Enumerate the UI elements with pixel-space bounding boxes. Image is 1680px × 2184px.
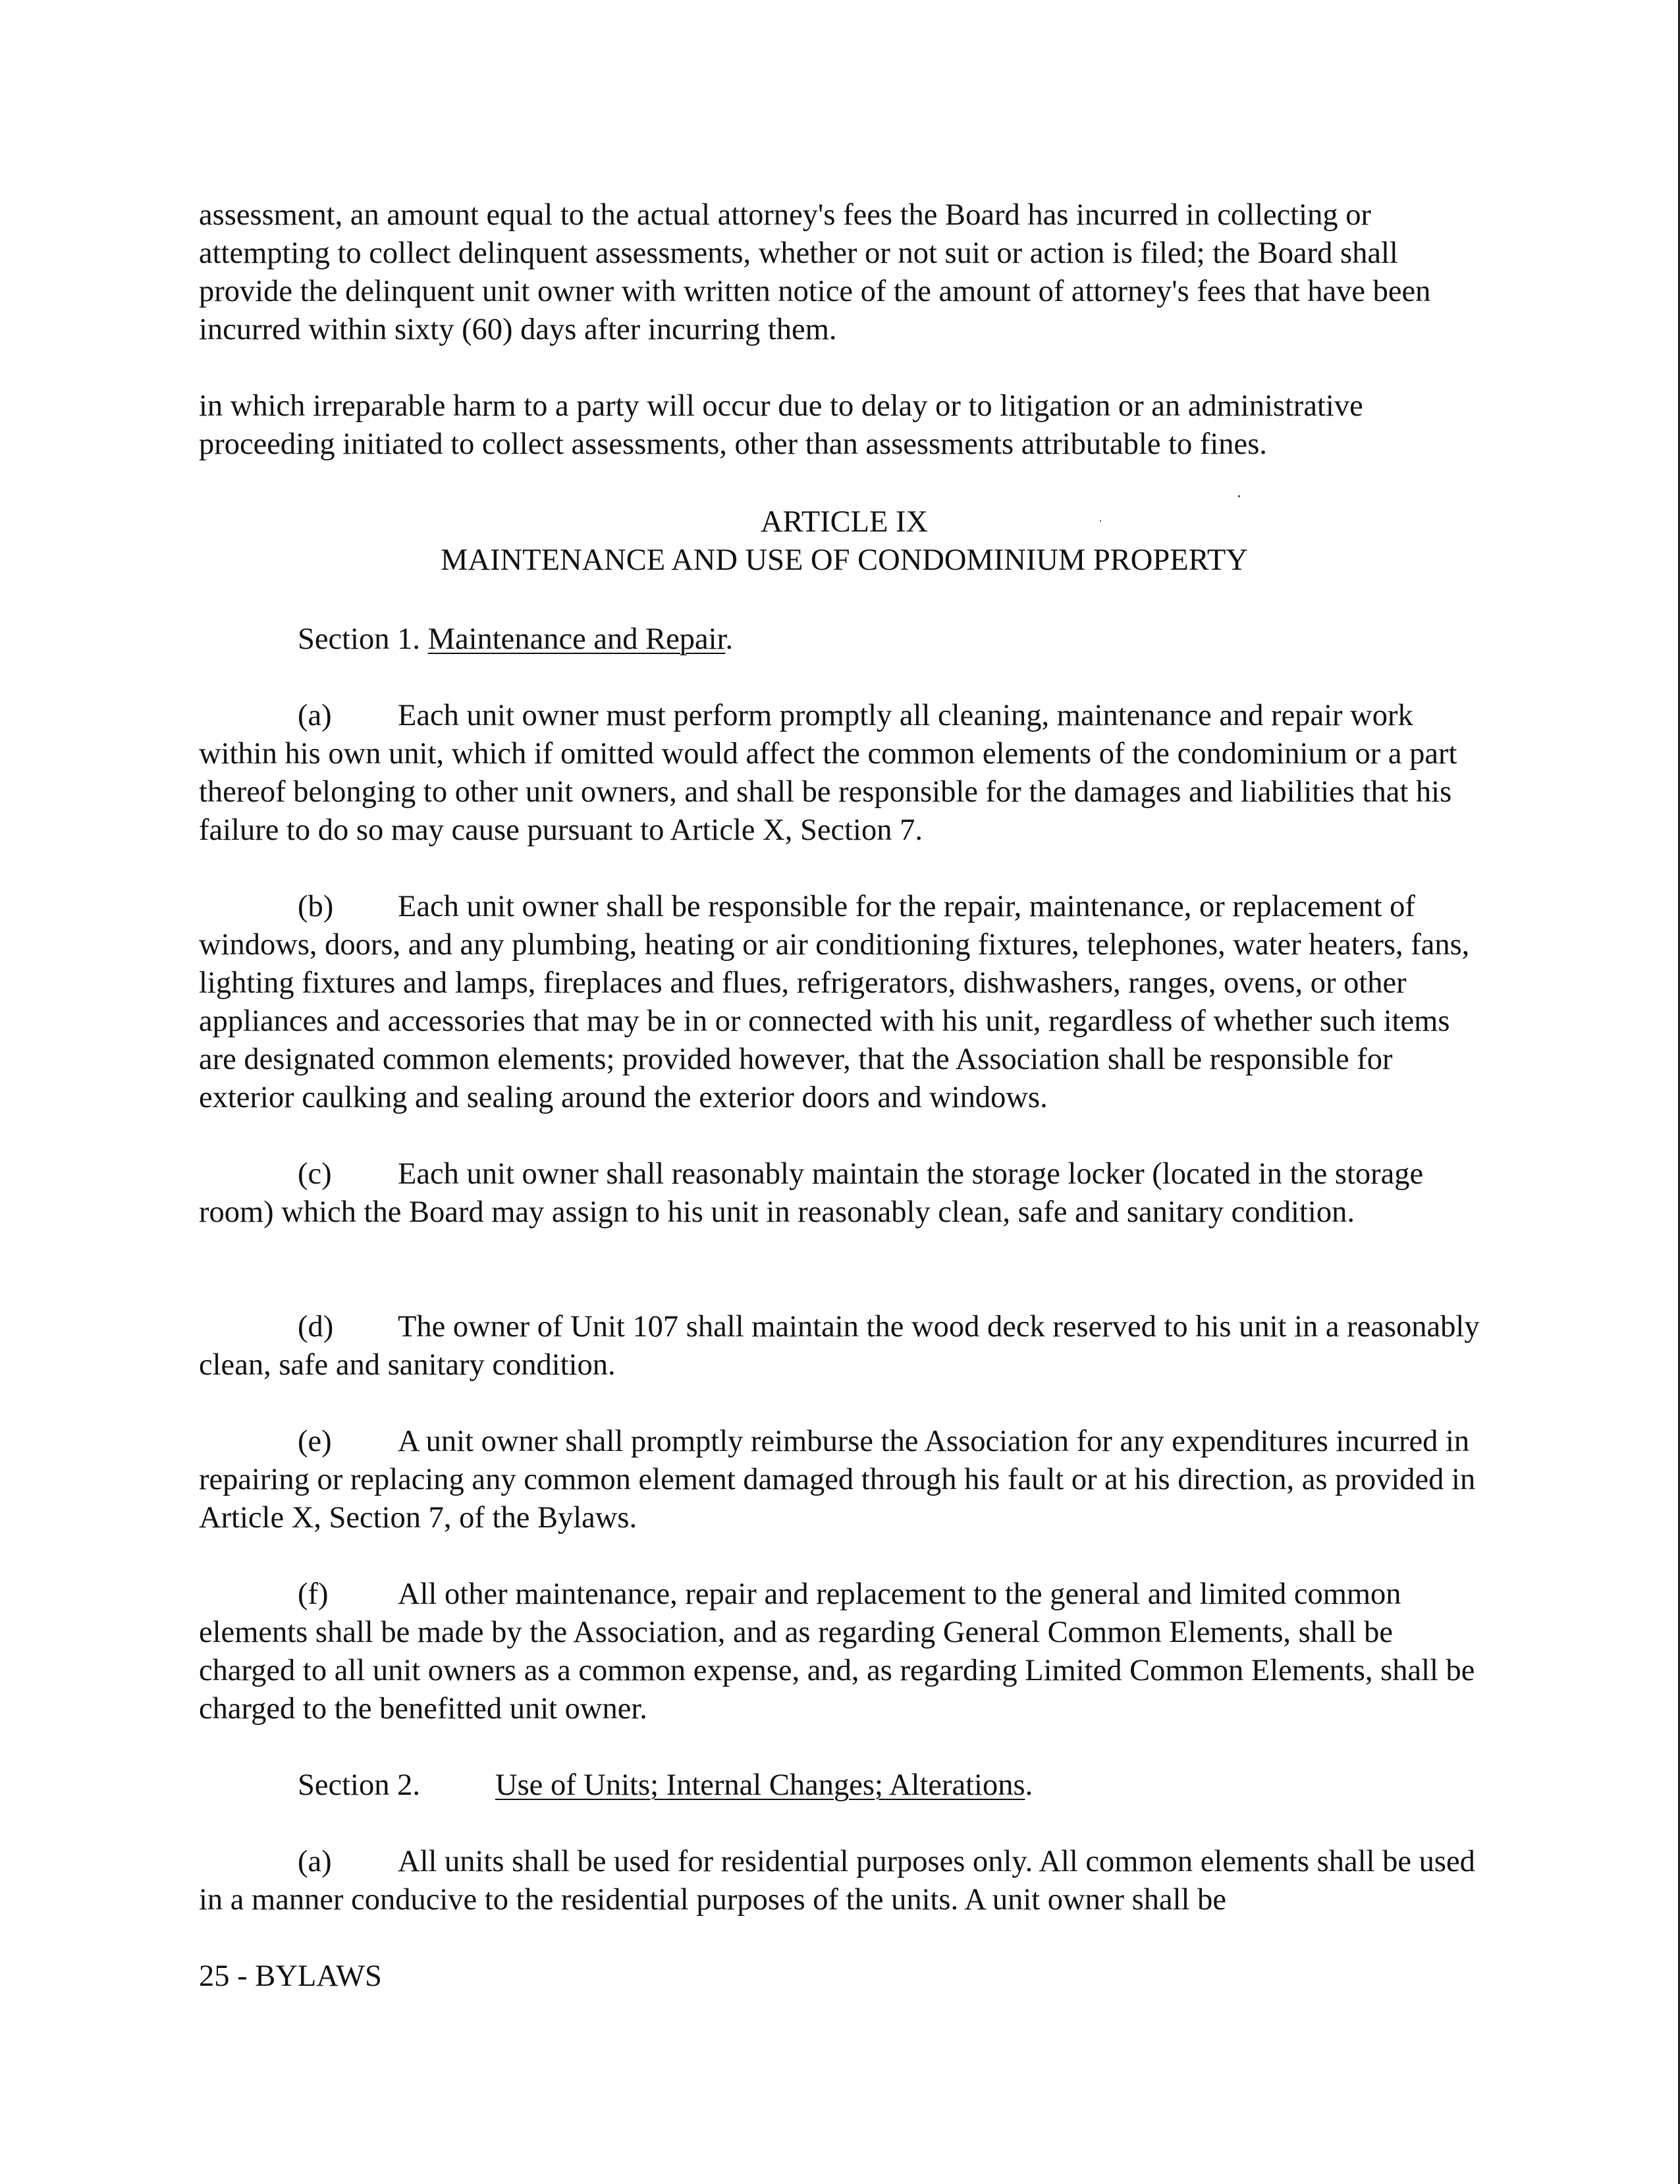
item-text: A unit owner shall promptly reimburse the Association for any expenditures incurred in repairing or replacing any common element damaged through his fault or at his direction, as provided in Article X, Section 7, of the Bylaws. bbox=[199, 1425, 1476, 1535]
item-label: (a) bbox=[298, 699, 332, 732]
item-text: All other maintenance, repair and replacement to the general and limited common elements shall be made by the Association, and as regarding General Common Elements, shall be charged to all unit owners as a common expense, and, as regarding Limited Common Elements, shall be charged to the benefitted unit owner. bbox=[199, 1577, 1475, 1726]
item-label: (d) bbox=[298, 1310, 334, 1344]
section-1-item-f bbox=[199, 1575, 1490, 1728]
section-1-item-b bbox=[199, 888, 1490, 1117]
item-text: The owner of Unit 107 shall maintain the wood deck reserved to his unit in a reasonably clean, safe and sanitary condition. bbox=[199, 1310, 1480, 1382]
item-label: (c) bbox=[298, 1157, 332, 1191]
section-2-label: Section 2. bbox=[298, 1768, 420, 1802]
item-text: All units shall be used for residential purposes only. All common elements shall be used in a manner conducive to the residential purposes of the units. A unit owner shall be bbox=[199, 1845, 1475, 1917]
section-1-item-a bbox=[199, 697, 1490, 850]
item-text: Each unit owner must perform promptly all cleaning, maintenance and repair work within his own unit, which if omitted would affect the common elements of the condominium or a part thereof belonging to other unit owners, and shall be responsible for the damages and liabilities that his failure to do so may cause pursuant to Article X, Section 7. bbox=[199, 699, 1457, 847]
section-1-item-d bbox=[199, 1308, 1490, 1384]
section-2-title: Use of Units; Internal Changes; Alterations bbox=[495, 1768, 1025, 1802]
item-label: (b) bbox=[298, 890, 334, 923]
item-label: (a) bbox=[298, 1845, 332, 1878]
section-1-item-c bbox=[199, 1155, 1490, 1232]
section-1-title: Maintenance and Repair bbox=[427, 622, 726, 656]
item-text: Each unit owner shall reasonably maintain the storage locker (located in the storage room) which the Board may assign to his unit in reasonably clean, safe and sanitary condition. bbox=[199, 1157, 1424, 1229]
item-text: Each unit owner shall be responsible for the repair, maintenance, or replacement of windows, doors, and any plumbing, heating or air conditioning fixtures, telephones, water heaters, fans, lighting fixtures and lamps, fireplaces and flues, refrigerators, dishwashers, ranges, ovens, or other appliances and accessories that may be in or connected with his unit, regardless of whether such items are designated common elements; provided however, that the Association shall be responsible for exterior caulking and sealing around the exterior doors and windows. bbox=[199, 890, 1470, 1114]
section-2-heading: Section 2. Use of Units; Internal Changes; Alterations. bbox=[199, 1766, 1490, 1805]
page-footer: 25 - BYLAWS bbox=[199, 1959, 382, 1993]
scan-speck bbox=[1238, 495, 1240, 497]
section-1-heading: Section 1. Maintenance and Repair. bbox=[298, 622, 734, 656]
article-number: ARTICLE IX bbox=[760, 505, 929, 539]
section-2-item-a bbox=[199, 1843, 1490, 1919]
section-1-label: Section 1. bbox=[298, 622, 420, 656]
paragraph-attorney-fees: assessment, an amount equal to the actual attorney's fees the Board has incurred in collecting or attempting to collect delinquent assessments, whether or not suit or action is filed; the Board shall provide the delinquent unit owner with written notice of the amount of attorney's fees that have been incurred within sixty (60) days after incurring them. bbox=[199, 198, 1431, 346]
item-label: (f) bbox=[298, 1577, 329, 1611]
scan-speck bbox=[1100, 520, 1101, 522]
paragraph-irreparable-harm: in which irreparable harm to a party will occur due to delay or to litigation or an administrative proceeding initiated to collect assessments, other than assessments attributable to fines. bbox=[199, 389, 1363, 461]
item-label: (e) bbox=[298, 1425, 332, 1458]
article-title: MAINTENANCE AND USE OF CONDOMINIUM PROPERTY bbox=[441, 543, 1248, 577]
section-1-item-e bbox=[199, 1423, 1490, 1537]
